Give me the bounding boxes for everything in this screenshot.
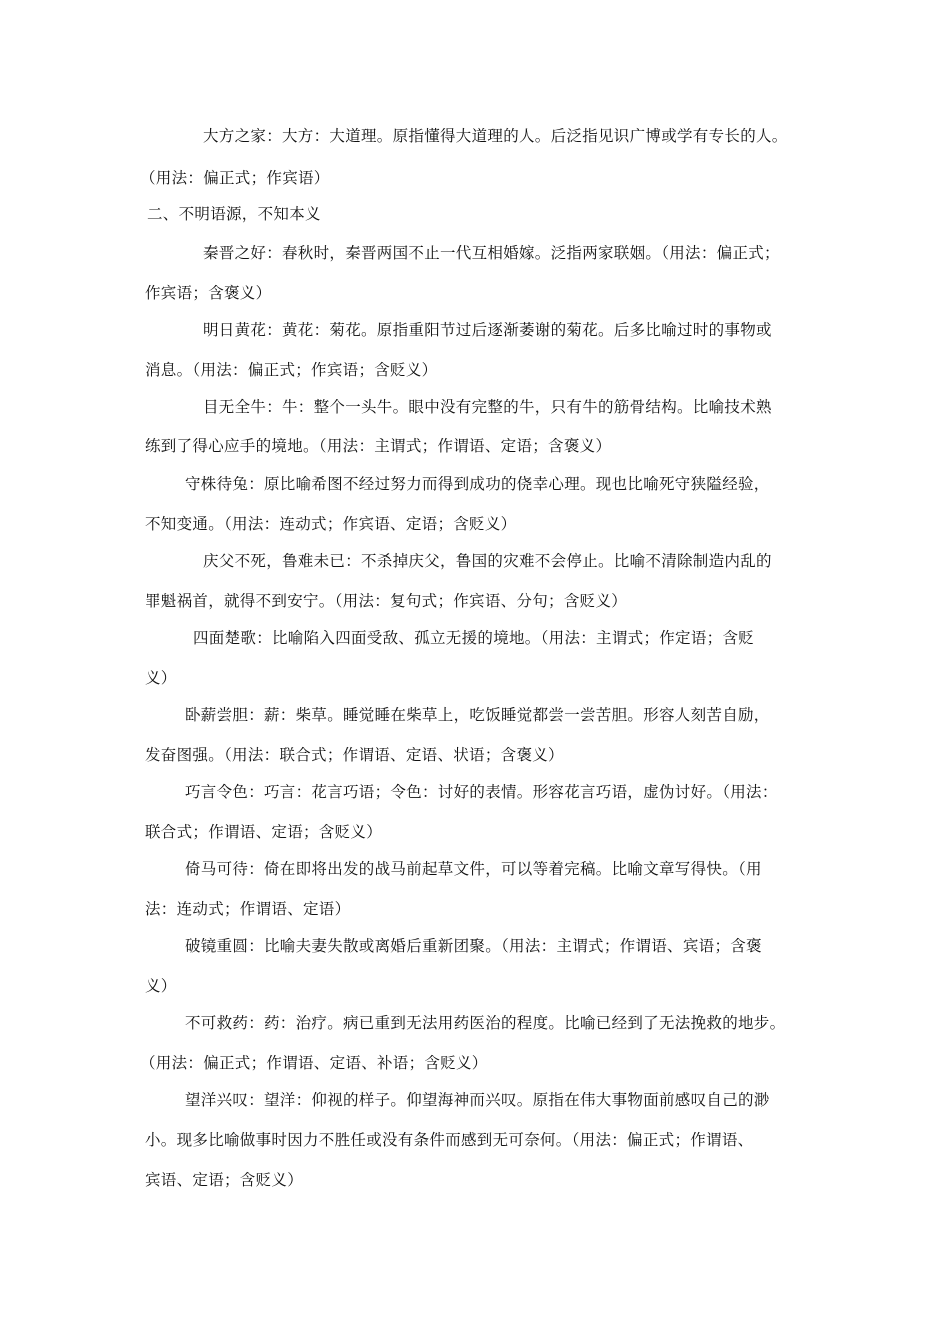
text-line: （用法：偏正式；作谓语、定语、补语；含贬义）: [140, 1054, 488, 1072]
text-line: 守株待兔：原比喻希图不经过努力而得到成功的侥幸心理。现也比喻死守狭隘经验，: [185, 475, 770, 493]
text-line: 宾语、定语；含贬义）: [145, 1171, 304, 1189]
text-line: 练到了得心应手的境地。（用法：主谓式；作谓语、定语；含褒义）: [145, 437, 612, 455]
text-line: 庆父不死，鲁难未已：不杀掉庆父，鲁国的灾难不会停止。比喻不清除制造内乱的: [203, 552, 772, 570]
text-line: 发奋图强。（用法：联合式；作谓语、定语、状语；含褒义）: [145, 746, 564, 764]
text-line: 作宾语；含褒义）: [145, 284, 272, 302]
text-line: 不知变通。（用法：连动式；作宾语、定语；含贬义）: [145, 515, 517, 533]
text-line: 消息。（用法：偏正式；作宾语；含贬义）: [145, 361, 438, 379]
text-line: 卧薪尝胆：薪：柴草。睡觉睡在柴草上，吃饭睡觉都尝一尝苦胆。形容人刻苦自励，: [185, 706, 770, 724]
text-line: 法：连动式；作谓语、定语）: [145, 900, 351, 918]
text-line: 巧言令色：巧言：花言巧语；令色：讨好的表情。形容花言巧语，虚伪讨好。（用法：: [185, 783, 778, 801]
text-line: 联合式；作谓语、定语；含贬义）: [145, 823, 383, 841]
text-line: 望洋兴叹：望洋：仰视的样子。仰望海神而兴叹。原指在伟大事物面前感叹自己的渺: [185, 1091, 770, 1109]
text-line: 四面楚歌：比喻陷入四面受敌、孤立无援的境地。（用法：主谓式；作定语；含贬: [193, 629, 755, 647]
text-line: 义）: [145, 669, 177, 687]
text-line: 不可救药：药：治疗。病已重到无法用药医治的程度。比喻已经到了无法挽救的地步。: [185, 1014, 786, 1032]
text-line: 明日黄花：黄花：菊花。原指重阳节过后逐渐萎谢的菊花。后多比喻过时的事物或: [203, 321, 772, 339]
text-line: （用法：偏正式；作宾语）: [140, 169, 330, 187]
text-line: 破镜重圆：比喻夫妻失散或离婚后重新团聚。（用法：主谓式；作谓语、宾语；含褒: [185, 937, 762, 955]
text-line: 秦晋之好：春秋时，秦晋两国不止一代互相婚嫁。泛指两家联姻。（用法：偏正式；: [203, 244, 780, 262]
text-line: 目无全牛：牛：整个一头牛。眼中没有完整的牛，只有牛的筋骨结构。比喻技术熟: [203, 398, 772, 416]
text-line: 倚马可待：倚在即将出发的战马前起草文件，可以等着完稿。比喻文章写得快。（用: [185, 860, 762, 878]
text-line: 义）: [145, 977, 177, 995]
text-line: 小。现多比喻做事时因力不胜任或没有条件而感到无可奈何。（用法：偏正式；作谓语、: [145, 1131, 754, 1149]
section-heading: 二、不明语源，不知本义: [147, 205, 321, 223]
text-line: 罪魁祸首，就得不到安宁。（用法：复句式；作宾语、分句；含贬义）: [145, 592, 628, 610]
text-line: 大方之家：大方：大道理。原指懂得大道理的人。后泛指见识广博或学有专长的人。: [203, 127, 788, 145]
